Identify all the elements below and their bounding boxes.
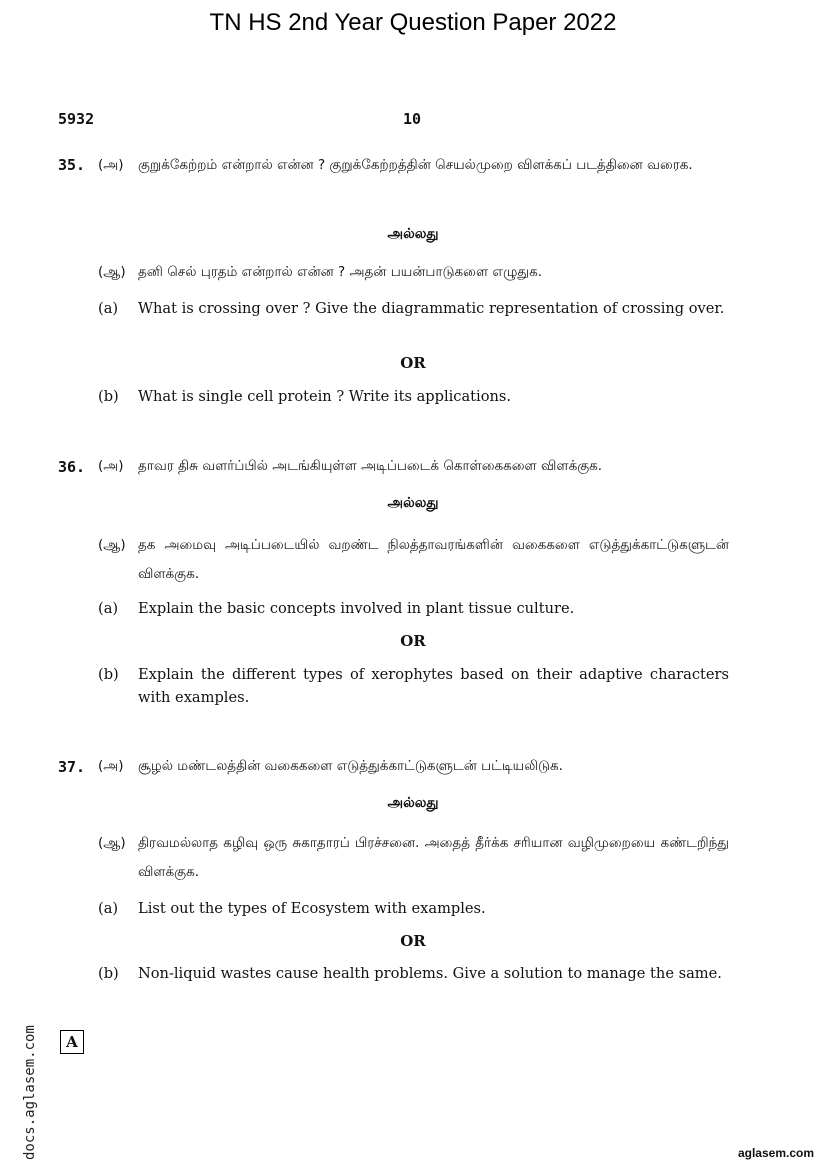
option-b-tamil-text: தனி செல் புரதம் என்றால் என்ன ? அதன் பயன்பாடுகளை எழுதுக. [138, 264, 543, 280]
option-b-label: (b) [98, 965, 119, 982]
option-b-text: What is single cell protein ? Write its applications. [138, 388, 512, 405]
footer-site-link[interactable]: aglasem.com [737, 1146, 814, 1160]
or-divider-tamil: அல்லது [387, 495, 439, 511]
or-divider: OR [400, 632, 426, 650]
page-number: 10 [403, 110, 422, 128]
option-b-tamil-text: திரவமல்லாத கழிவு ஒரு சுகாதாரப் பிரச்சனை. அதைத் தீர்க்க சரியான வழிமுறையை கண்டறிந்து விளக்குக. [138, 835, 729, 880]
option-a-tamil-label: (அ) [98, 758, 124, 774]
set-label-box: A [60, 1030, 84, 1054]
option-a-text: What is crossing over ? Give the diagrammatic representation of crossing over. [138, 300, 725, 317]
option-a-text: Explain the basic concepts involved in plant tissue culture. [138, 600, 575, 617]
option-b-label: (b) [98, 388, 119, 405]
option-b-label: (b) [98, 666, 119, 683]
option-b-tamil-text: தக அமைவு அடிப்படையில் வறண்ட நிலத்தாவரங்களின் வகைகளை எடுத்துக்காட்டுகளுடன் விளக்குக. [138, 537, 729, 582]
option-b-tamil-label: (ஆ) [98, 537, 126, 553]
question-number: 37. [58, 758, 86, 776]
or-divider-tamil: அல்லது [387, 226, 439, 242]
option-b-tamil-label: (ஆ) [98, 264, 126, 280]
option-a-tamil-text: தாவர திசு வளர்ப்பில் அடங்கியுள்ள அடிப்படைக் கொள்கைகளை விளக்குக. [138, 458, 603, 474]
option-a-label: (a) [98, 300, 119, 317]
paper-code: 5932 [58, 110, 95, 128]
or-divider-tamil: அல்லது [387, 795, 439, 811]
watermark: docs.aglasem.com [22, 1025, 38, 1160]
option-a-tamil-label: (அ) [98, 458, 124, 474]
page-title: TN HS 2nd Year Question Paper 2022 [209, 9, 617, 36]
or-divider: OR [400, 354, 426, 372]
or-divider: OR [400, 932, 426, 950]
question-number: 35. [58, 156, 86, 174]
option-b-text: Explain the different types of xerophytes based on their adaptive characters with examples. [138, 666, 729, 706]
option-a-label: (a) [98, 600, 119, 617]
option-a-tamil-label: (அ) [98, 157, 124, 173]
option-a-text: List out the types of Ecosystem with examples. [138, 900, 486, 917]
question-number: 36. [58, 458, 86, 476]
option-b-tamil-label: (ஆ) [98, 835, 126, 851]
option-a-tamil-text: சூழல் மண்டலத்தின் வகைகளை எடுத்துக்காட்டுகளுடன் பட்டியலிடுக. [138, 758, 563, 774]
option-a-tamil-text: குறுக்கேற்றம் என்றால் என்ன ? குறுக்கேற்றத்தின் செயல்முறை விளக்கப் படத்தினை வரைக. [138, 157, 693, 173]
option-b-text: Non-liquid wastes cause health problems. Give a solution to manage the same. [138, 965, 722, 982]
option-a-label: (a) [98, 900, 119, 917]
